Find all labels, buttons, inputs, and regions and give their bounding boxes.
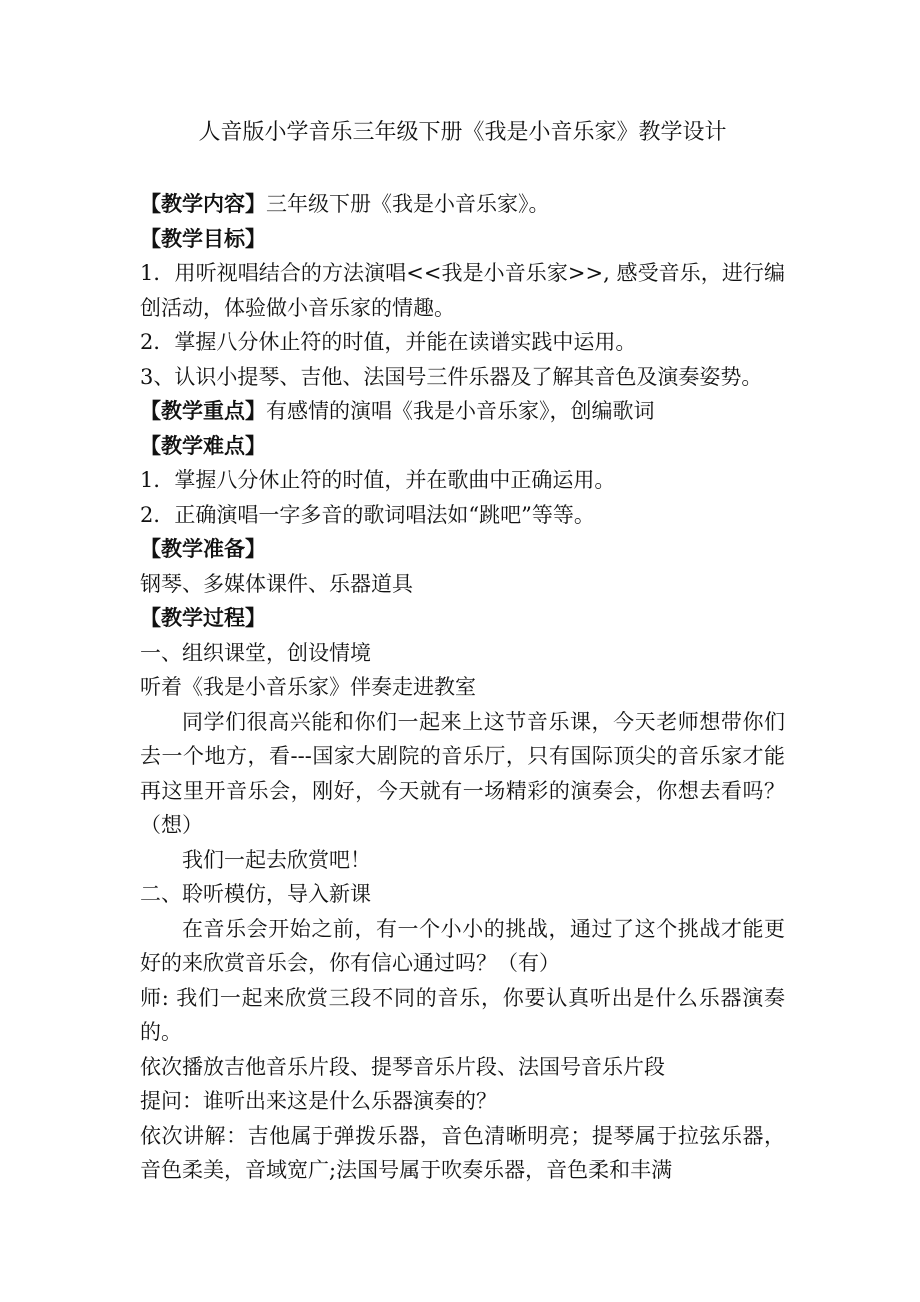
section-1-title: 一、组织课堂，创设情境 (140, 640, 371, 665)
section-1-line: 听着《我是小音乐家》伴奏走进教室 (140, 675, 476, 699)
difficulties-label: 【教学难点】 (140, 432, 266, 458)
teaching-content-text: 三年级下册《我是小音乐家》。 (266, 192, 550, 216)
teaching-goals-label: 【教学目标】 (140, 225, 266, 251)
key-points (140, 394, 785, 429)
key-points-label: 【教学重点】 (140, 398, 266, 423)
goal-item-1: 1．用听视唱结合的方法演唱<<我是小音乐家>>, 感受音乐，进行编创活动，体验做小音乐家的情趣。 (140, 261, 785, 320)
difficulty-item-2: 2．正确演唱一字多音的歌词唱法如“跳吧”等等。 (140, 502, 595, 527)
teaching-content (140, 187, 785, 222)
goal-item-3: 3、认识小提琴、吉他、法国号三件乐器及了解其音色及演奏姿势。 (140, 364, 763, 389)
goal-item-2: 2．掌握八分休止符的时值，并能在读谱实践中运用。 (140, 330, 637, 354)
section-2-line-2: 提问：谁听出来这是什么乐器演奏的？ (140, 1089, 497, 1113)
section-1-paragraph-2: 我们一起去欣赏吧！ (182, 847, 371, 872)
section-2-paragraph-1: 在音乐会开始之前，有一个小小的挑战，通过了这个挑战才能更好的来欣赏音乐会，你有信心通过吗？（有） (140, 916, 785, 975)
key-points-text: 有感情的演唱《我是小音乐家》，创编歌词 (266, 399, 655, 423)
difficulty-item-1: 1．掌握八分休止符的时值，并在歌曲中正确运用。 (140, 468, 616, 492)
teaching-content-label: 【教学内容】 (140, 191, 266, 216)
section-1-paragraph-1: 同学们很高兴能和你们一起来上这节音乐课，今天老师想带你们去一个地方，看---国家大剧院的音乐厅，只有国际顶尖的音乐家才能再这里开音乐会，刚好，今天就有一场精彩的演奏会，你想去看吗？（想） (140, 709, 785, 837)
section-2-title: 二、聆听模仿，导入新课 (140, 882, 371, 906)
document-title: 人音版小学音乐三年级下册《我是小音乐家》教学设计 (198, 120, 727, 145)
document-page (140, 116, 785, 1188)
section-2-line-1: 依次播放吉他音乐片段、提琴音乐片段、法国号音乐片段 (140, 1054, 665, 1079)
process-label: 【教学过程】 (140, 605, 266, 630)
preparation-label: 【教学准备】 (140, 536, 266, 561)
preparation-text: 钢琴、多媒体课件、乐器道具 (140, 571, 413, 596)
section-2-paragraph-3: 依次讲解：吉他属于弹拨乐器，音色清晰明亮；提琴属于拉弦乐器，音色柔美，音域宽广;法国号属于吹奏乐器，音色柔和丰满 (140, 1123, 785, 1182)
section-2-paragraph-2: 师: 我们一起来欣赏三段不同的音乐，你要认真听出是什么乐器演奏的。 (140, 985, 785, 1044)
